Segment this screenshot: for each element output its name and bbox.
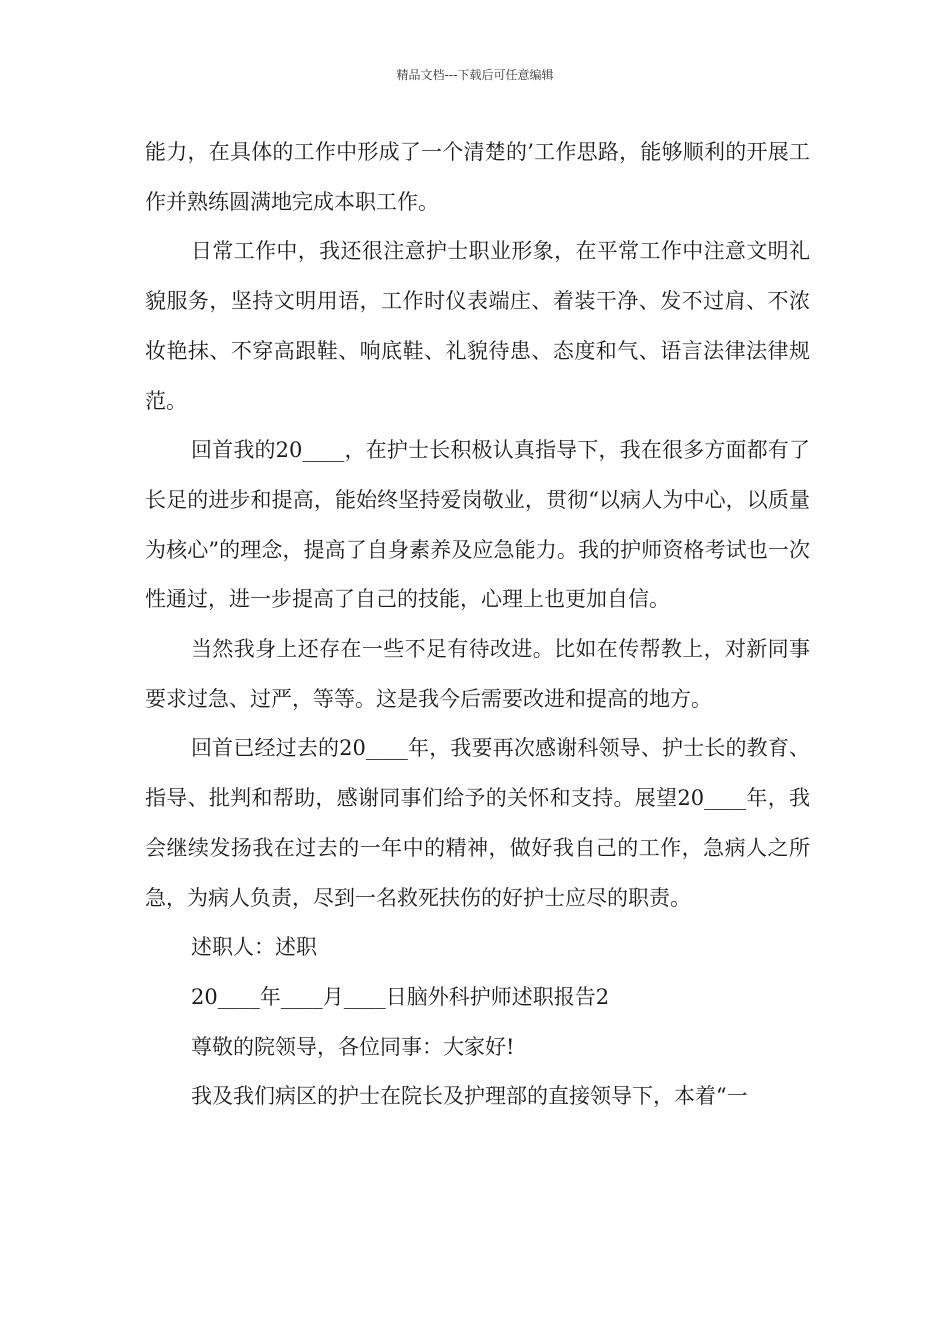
greeting-line: 尊敬的院领导，各位同事：大家好! <box>191 1034 515 1059</box>
header-note: 精品文档---下载后可任意编辑 <box>396 68 554 82</box>
paragraph-appearance: 日常工作中，我还很注意护士职业形象，在平常工作中注意文明礼貌服务，坚持文明用语，工作时仪表端庄、着装干净、发不过肩、不浓妆艳抹、不穿高跟鞋、响底鞋、礼貌待患、态度和气、语言法律法律规范。 <box>145 239 810 413</box>
paragraph-outlook: 回首已经过去的20____年，我要再次感谢科领导、护士长的教育、指导、批判和帮助，感谢同事们给予的关怀和支持。展望20____年，我会继续发扬我在过去的一年中的精神，做好我自己的工作，急病人之所急，为病人负责，尽到一名救死扶伤的好护士应尽的职责。 <box>145 736 810 910</box>
paragraph-intro: 我及我们病区的护士在院长及护理部的直接领导下，本着“一 <box>191 1084 748 1109</box>
paragraph-progress: 回首我的20____，在护士长积极认真指导下，我在很多方面都有了长足的进步和提高，能始终坚持爱岗敬业，贯彻“以病人为中心，以质量为核心”的理念，提高了自身素养及应急能力。我的护师资格考试也一次性通过，进一步提高了自己的技能，心理上也更加自信。 <box>145 438 810 612</box>
signature-line: 述职人：述职 <box>191 935 317 960</box>
document-body <box>145 128 810 1122</box>
paragraph-continuation: 能力，在具体的工作中形成了一个清楚的’工作思路，能够顺利的开展工作并熟练圆满地完成本职工作。 <box>145 140 810 214</box>
report-title-line: 20____年____月____日脑外科护师述职报告2 <box>191 984 610 1009</box>
paragraph-shortcomings: 当然我身上还存在一些不足有待改进。比如在传帮教上，对新同事要求过急、过严，等等。这是我今后需要改进和提高的地方。 <box>145 637 810 711</box>
